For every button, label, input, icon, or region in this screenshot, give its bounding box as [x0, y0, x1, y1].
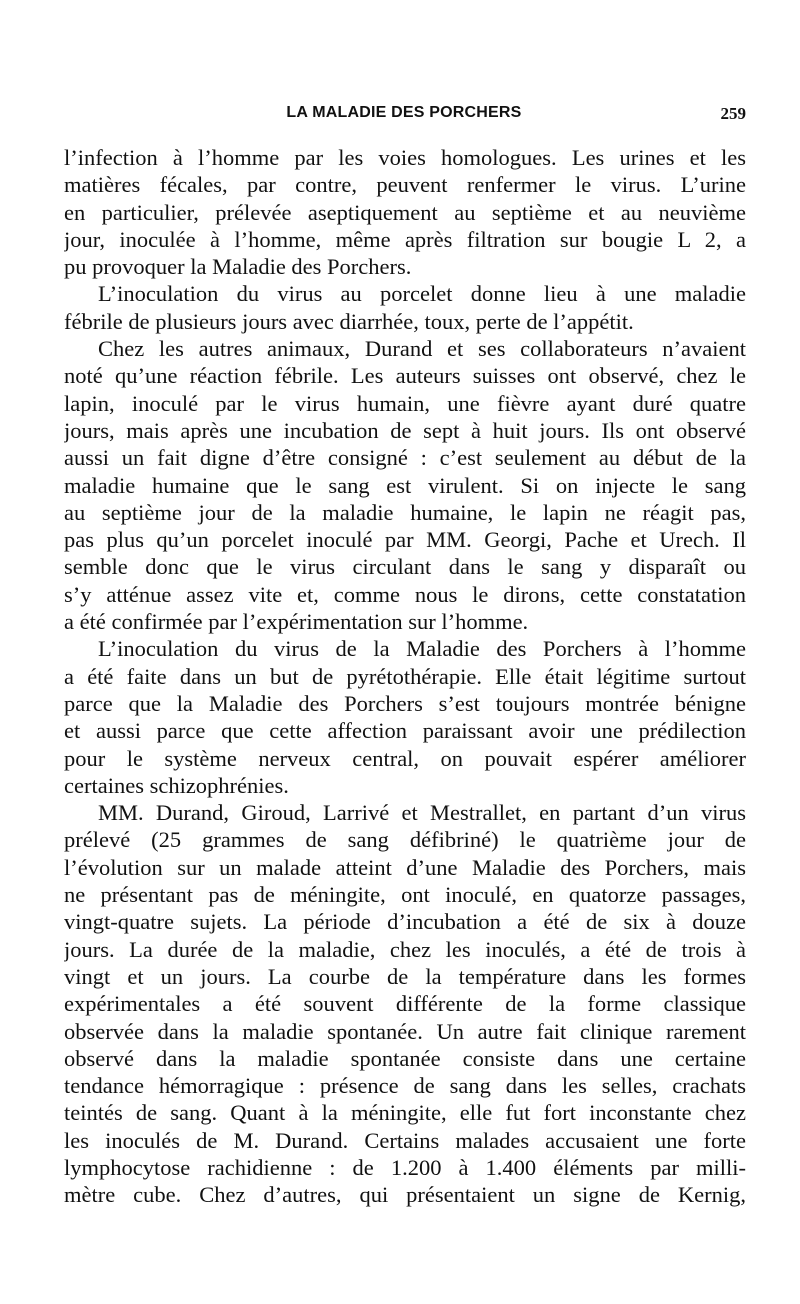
text-line: observée dans la maladie spontanée. Un autre fait clinique rarement — [64, 1018, 746, 1044]
text-line: l’infection à l’homme par les voies homologues. Les urines et les — [64, 145, 746, 170]
text-line: L’inoculation du virus de la Maladie des Porchers à l’homme — [98, 636, 746, 662]
page-number: 259 — [720, 104, 746, 123]
text-line: maladie humaine que le sang est virulent. Si on injecte le sang — [64, 472, 746, 498]
text-line: expérimentales a été souvent différente de la forme classique — [64, 991, 746, 1017]
running-head — [62, 104, 746, 128]
text-line: s’y atténue assez vite et, comme nous le dirons, cette constatation — [64, 581, 746, 607]
text-line: au septième jour de la maladie humaine, le lapin ne réagit pas, — [64, 499, 746, 525]
text-line: jour, inoculée à l’homme, même après filtration sur bougie L 2, a — [64, 226, 746, 252]
text-line: a été faite dans un but de pyrétothérapie. Elle était légitime surtout — [64, 663, 746, 689]
text-line: vingt et un jours. La courbe de la température dans les formes — [64, 963, 746, 989]
text-line: semble donc que le virus circulant dans le sang y disparaît ou — [64, 554, 746, 580]
text-line: jours, mais après une incubation de sept à huit jours. Ils ont observé — [64, 417, 746, 443]
text-line: teintés de sang. Quant à la méningite, elle fut fort inconstante chez — [64, 1100, 746, 1126]
text-line: prélevé (25 grammes de sang défibriné) le quatrième jour de — [64, 827, 746, 853]
text-line: observé dans la maladie spontanée consiste dans une certaine — [64, 1045, 746, 1071]
text-line: l’évolution sur un malade atteint d’une Maladie des Porchers, mais — [64, 854, 746, 880]
text-line: pas plus qu’un porcelet inoculé par MM. Georgi, Pache et Urech. Il — [64, 527, 746, 553]
text-line: L’inoculation du virus au porcelet donne lieu à une maladie — [98, 281, 746, 307]
text-line: pu provoquer la Maladie des Porchers. — [64, 254, 412, 280]
text-line: ne présentant pas de méningite, ont inoculé, en quatorze passages, — [64, 882, 746, 908]
text-line: MM. Durand, Giroud, Larrivé et Mestrallet, en partant d’un virus — [98, 800, 746, 826]
running-title: LA MALADIE DES PORCHERS — [286, 104, 522, 121]
text-line: noté qu’une réaction fébrile. Les auteurs suisses ont observé, chez le — [64, 363, 746, 389]
text-line: certaines schizophrénies. — [64, 772, 289, 798]
text-line: les inoculés de M. Durand. Certains malades accusaient une forte — [64, 1127, 746, 1153]
text-line: jours. La durée de la maladie, chez les inoculés, a été de trois à — [64, 936, 746, 962]
text-line: tendance hémorragique : présence de sang dans les selles, crachats — [64, 1073, 746, 1099]
text-line: lapin, inoculé par le virus humain, une fièvre ayant duré quatre — [64, 390, 746, 416]
body-text — [64, 144, 746, 1209]
text-line: mètre cube. Chez d’autres, qui présentaient un signe de Kernig, — [64, 1182, 746, 1208]
text-line: et aussi parce que cette affection paraissant avoir une prédilection — [64, 718, 746, 744]
text-line: aussi un fait digne d’être consigné : c’est seulement au début de la — [64, 445, 746, 471]
text-line: pour le système nerveux central, on pouvait espérer améliorer — [64, 745, 746, 771]
text-line: Chez les autres animaux, Durand et ses collaborateurs n’avaient — [98, 336, 746, 362]
text-line: fébrile de plusieurs jours avec diarrhée, toux, perte de l’appétit. — [64, 308, 634, 334]
text-line: vingt-quatre sujets. La période d’incubation a été de six à douze — [64, 909, 746, 935]
text-line: matières fécales, par contre, peuvent renfermer le virus. L’urine — [64, 172, 746, 198]
text-line: a été confirmée par l’expérimentation sur l’homme. — [64, 609, 529, 635]
text-line: parce que la Maladie des Porchers s’est toujours montrée bénigne — [64, 690, 746, 716]
text-line: lymphocytose rachidienne : de 1.200 à 1.400 éléments par milli- — [64, 1154, 746, 1180]
text-line: en particulier, prélevée aseptiquement au septième et au neuvième — [64, 199, 746, 225]
